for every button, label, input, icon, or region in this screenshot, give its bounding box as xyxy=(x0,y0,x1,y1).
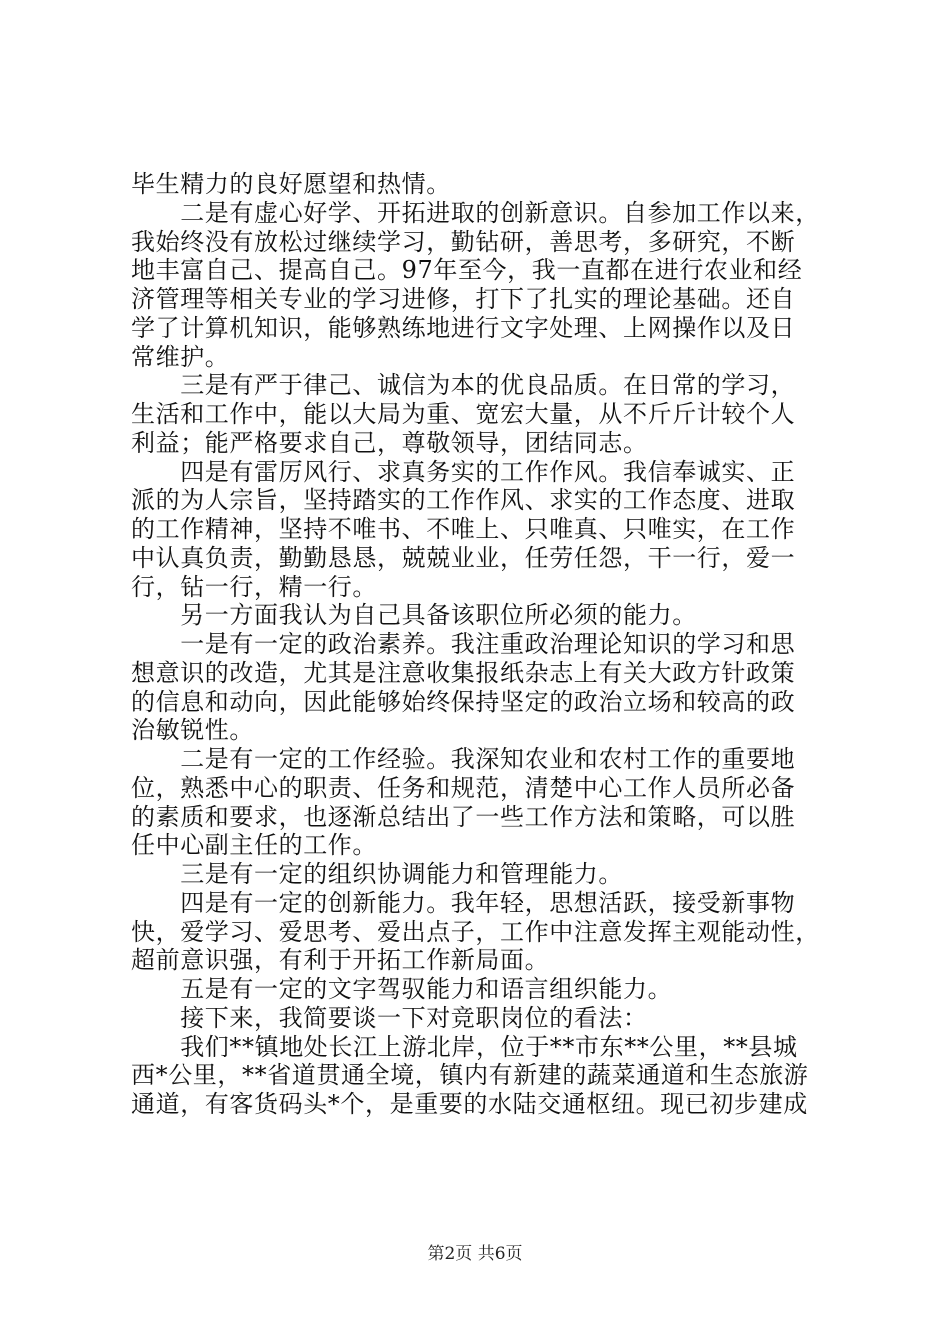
text-line: 中认真负责，勤勤恳恳，兢兢业业，任劳任怨，干一行，爱一 xyxy=(131,543,796,572)
text-line: 二是有一定的工作经验。我深知农业和农村工作的重要地 xyxy=(131,745,796,773)
text-line: 利益；能严格要求自己，尊敬领导，团结同志。 xyxy=(131,428,648,457)
text-line: 三是有一定的组织协调能力和管理能力。 xyxy=(131,860,623,888)
text-line: 的工作精神，坚持不唯书、不唯上、只唯真、只唯实，在工作 xyxy=(131,515,796,543)
text-line: 快，爱学习、爱思考、爱出点子，工作中注意发挥主观能动性， xyxy=(131,917,820,946)
text-line: 想意识的改造，尤其是注意收集报纸杂志上有关大政方针政策 xyxy=(131,658,796,687)
text-line: 的素质和要求，也逐渐总结出了一些工作方法和策略，可以胜 xyxy=(131,802,796,831)
text-line: 三是有严于律己、诚信为本的优良品质。在日常的学习， xyxy=(131,371,796,400)
text-line: 学了计算机知识，能够熟练地进行文字处理、上网操作以及日 xyxy=(131,313,796,342)
text-line: 二是有虚心好学、开拓进取的创新意识。自参加工作以来， xyxy=(131,198,820,227)
page-number-footer: 第2页 共6页 xyxy=(427,1244,523,1264)
text-line: 治敏锐性。 xyxy=(131,716,254,745)
text-line: 的信息和动向，因此能够始终保持坚定的政治立场和较高的政 xyxy=(131,687,796,716)
text-line: 济管理等相关专业的学习进修，打下了扎实的理论基础。还自 xyxy=(131,285,796,313)
text-line: 接下来，我简要谈一下对竞职岗位的看法： xyxy=(131,1003,648,1032)
text-line: 任中心副主任的工作。 xyxy=(131,831,377,860)
text-line: 派的为人宗旨，坚持踏实的工作作风、求实的工作态度、进取 xyxy=(131,486,796,515)
text-line: 常维护。 xyxy=(131,342,230,371)
text-line: 通道，有客货码头*个，是重要的水陆交通枢纽。现已初步建成 xyxy=(131,1090,808,1118)
text-line: 超前意识强，有利于开拓工作新局面。 xyxy=(131,946,550,975)
text-line: 生活和工作中，能以大局为重、宽宏大量，从不斤斤计较个人 xyxy=(131,400,796,428)
text-line: 位，熟悉中心的职责、任务和规范，清楚中心工作人员所必备 xyxy=(131,773,796,802)
text-line: 一是有一定的政治素养。我注重政治理论知识的学习和思 xyxy=(131,630,796,658)
text-line: 西*公里，**省道贯通全境，镇内有新建的蔬菜通道和生态旅游 xyxy=(131,1061,809,1090)
text-line: 毕生精力的良好愿望和热情。 xyxy=(131,170,451,198)
text-line: 我们**镇地处长江上游北岸，位于**市东**公里，**县城 xyxy=(131,1032,798,1061)
text-line: 地丰富自己、提高自己。97年至今，我一直都在进行农业和经 xyxy=(131,256,803,285)
text-line: 行，钻一行，精一行。 xyxy=(131,572,377,601)
text-line: 我始终没有放松过继续学习，勤钻研，善思考，多研究，不断 xyxy=(131,227,796,256)
text-line: 五是有一定的文字驾驭能力和语言组织能力。 xyxy=(131,975,673,1003)
text-line: 另一方面我认为自己具备该职位所必须的能力。 xyxy=(131,601,697,630)
text-line: 四是有雷厉风行、求真务实的工作作风。我信奉诚实、正 xyxy=(131,457,796,486)
text-line: 四是有一定的创新能力。我年轻，思想活跃，接受新事物 xyxy=(131,888,796,917)
document-body xyxy=(131,170,831,1119)
